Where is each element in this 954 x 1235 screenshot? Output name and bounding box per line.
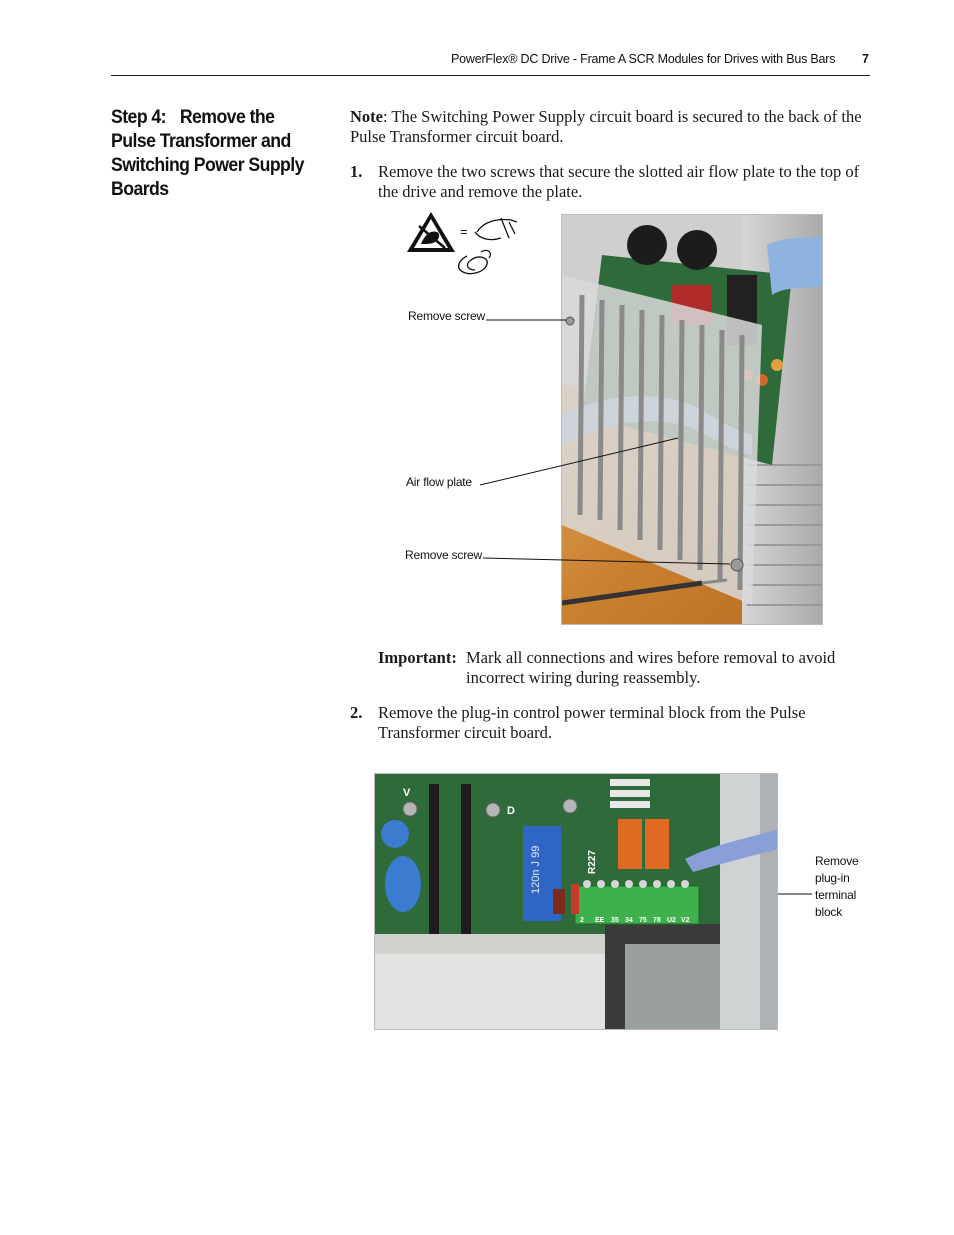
svg-text:=: = — [460, 224, 468, 239]
terminal-label: EE — [595, 917, 605, 924]
callout-remove-screw-bottom: Remove screw — [405, 548, 482, 562]
step-1-text: Remove the two screws that secure the slotted air flow plate to the top of the drive and remove the plate. — [378, 162, 860, 201]
board-label-d: D — [507, 805, 515, 817]
terminal-label: 35 — [611, 917, 619, 924]
callout-remove-screw-top: Remove screw — [408, 309, 485, 323]
terminal-label: 2 — [580, 917, 584, 924]
note-label: Note — [350, 107, 383, 126]
note-text: : The Switching Power Supply circuit board is secured to the back of the Pulse Transformer circuit board. — [350, 107, 862, 146]
callout-air-flow-plate: Air flow plate — [406, 475, 472, 489]
capacitor-label: 120n J 99 — [530, 845, 542, 894]
board-label-v: V — [403, 787, 411, 799]
step-title: Remove the Pulse Transformer and Switching Power Supply Boards — [111, 107, 304, 200]
page-number: 7 — [862, 52, 869, 66]
terminal-label: 75 — [639, 917, 647, 924]
step-2-number: 2. — [350, 703, 363, 722]
callout-line: plug-in — [815, 871, 850, 885]
running-header: PowerFlex® DC Drive - Frame A SCR Modules for Drives with Bus Bars — [451, 52, 836, 66]
step-1-number: 1. — [350, 162, 363, 181]
callout-line: block — [815, 905, 843, 919]
terminal-label: V2 — [681, 917, 690, 924]
terminal-label: U2 — [667, 917, 676, 924]
important-label: Important: — [378, 648, 457, 667]
esd-warning-icon — [405, 208, 521, 282]
callout-remove-plug-in-terminal-block — [815, 853, 875, 921]
important-text: Mark all connections and wires before removal to avoid incorrect wiring during reassembly. — [466, 648, 836, 687]
step-number: Step 4: — [111, 107, 167, 128]
note-paragraph — [350, 107, 865, 147]
step-heading — [111, 106, 323, 202]
header-rule — [111, 75, 870, 76]
callout-line: terminal — [815, 888, 857, 902]
terminal-label: 34 — [625, 917, 633, 924]
board-label-r227: R227 — [587, 850, 598, 874]
callout-line: Remove — [815, 854, 859, 868]
drive-photo-airflow-plate — [561, 214, 823, 625]
pulse-transformer-board-photo — [374, 773, 778, 1030]
step-2-text: Remove the plug-in control power terminal block from the Pulse Transformer circuit board. — [378, 703, 806, 742]
terminal-label: 78 — [653, 917, 661, 924]
